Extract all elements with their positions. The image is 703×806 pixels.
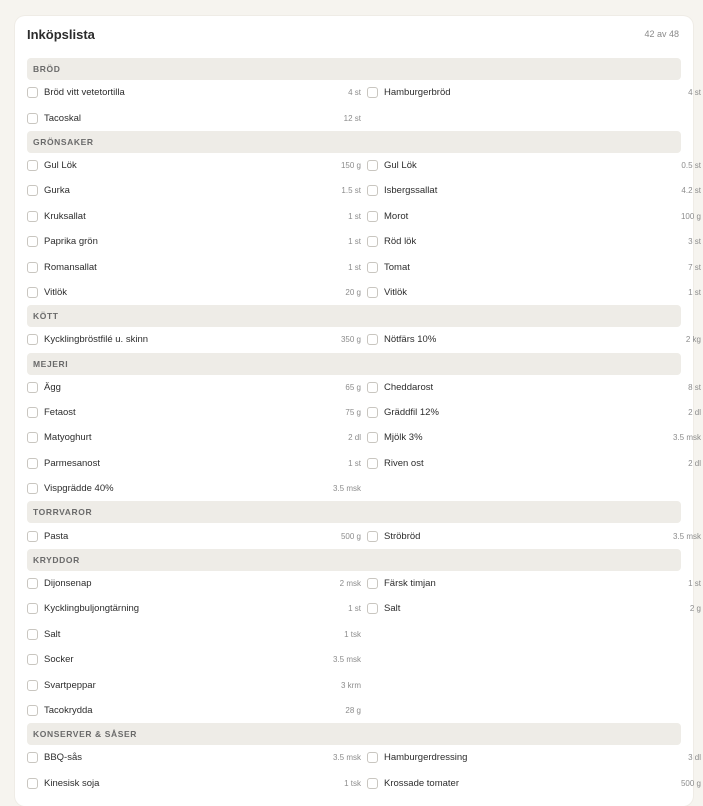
- item-quantity: 3.5 msk: [332, 753, 361, 763]
- item-name: Krossade tomater: [384, 777, 459, 789]
- item-name: BBQ-sås: [44, 752, 83, 764]
- empty-cell: [367, 622, 703, 647]
- item-name: Ströbröd: [384, 530, 421, 542]
- list-header: [15, 16, 693, 58]
- item-name: Kinesisk soja: [44, 777, 100, 789]
- list-item[interactable]: [27, 523, 363, 548]
- item-quantity: 1 st: [348, 237, 361, 247]
- item-checkbox[interactable]: [27, 407, 38, 418]
- item-quantity: 150 g: [340, 160, 361, 170]
- list-item[interactable]: [27, 80, 363, 105]
- item-name: Mjölk 3%: [384, 432, 423, 444]
- item-checkbox[interactable]: [367, 185, 378, 196]
- list-item[interactable]: [367, 771, 703, 796]
- item-checkbox[interactable]: [27, 778, 38, 789]
- item-checkbox[interactable]: [367, 287, 378, 298]
- item-quantity: 1 st: [348, 262, 361, 272]
- list-item[interactable]: [27, 425, 363, 450]
- item-checkbox[interactable]: [367, 211, 378, 222]
- list-item[interactable]: [27, 375, 363, 400]
- list-item[interactable]: [27, 229, 363, 254]
- item-quantity: 2 kg: [685, 335, 701, 345]
- item-quantity: 1 tsk: [344, 629, 361, 639]
- item-name: Salt: [384, 603, 401, 615]
- item-checkbox[interactable]: [27, 113, 38, 124]
- item-checkbox[interactable]: [367, 407, 378, 418]
- list-item[interactable]: [367, 254, 703, 279]
- section-items-grid: [27, 375, 701, 502]
- list-item[interactable]: [27, 400, 363, 425]
- item-name: Matyoghurt: [44, 432, 92, 444]
- item-name: Färsk timjan: [384, 578, 436, 590]
- shopping-list-card: [15, 16, 701, 806]
- item-name: Gul Lök: [44, 159, 77, 171]
- item-quantity: 65 g: [345, 382, 361, 392]
- item-quantity: 1.5 st: [341, 186, 361, 196]
- list-item[interactable]: [27, 178, 363, 203]
- item-checkbox[interactable]: [367, 160, 378, 171]
- item-quantity: 3 krm: [341, 680, 361, 690]
- item-checkbox[interactable]: [27, 334, 38, 345]
- item-checkbox[interactable]: [27, 160, 38, 171]
- item-name: Röd lök: [384, 236, 417, 248]
- section-header-konserver-såser: KONSERVER & SÅSER: [27, 723, 681, 745]
- list-item[interactable]: [27, 571, 363, 596]
- item-checkbox[interactable]: [27, 654, 38, 665]
- item-quantity: 2 dl: [688, 408, 701, 418]
- item-name: Gräddfil 12%: [384, 407, 439, 419]
- item-checkbox[interactable]: [367, 531, 378, 542]
- list-item[interactable]: [27, 254, 363, 279]
- item-name: Nötfärs 10%: [384, 334, 437, 346]
- item-name: Romansallat: [44, 261, 97, 273]
- item-quantity: 1 st: [348, 604, 361, 614]
- list-item[interactable]: [367, 451, 703, 476]
- item-quantity: 2 msk: [339, 579, 361, 589]
- section-header-bröd: BRÖD: [27, 58, 681, 80]
- section-header-torrvaror: TORRVAROR: [27, 501, 681, 523]
- item-quantity: 4.2 st: [681, 186, 701, 196]
- item-quantity: 1 st: [688, 287, 701, 297]
- item-quantity: 0.5 st: [681, 160, 701, 170]
- item-name: Kycklingbuljongtärning: [44, 603, 140, 615]
- item-name: Hamburgerdressing: [384, 752, 468, 764]
- list-item[interactable]: [367, 229, 703, 254]
- list-item[interactable]: [367, 745, 703, 770]
- item-checkbox[interactable]: [367, 236, 378, 247]
- item-checkbox[interactable]: [367, 87, 378, 98]
- item-checkbox[interactable]: [27, 87, 38, 98]
- item-checkbox[interactable]: [27, 432, 38, 443]
- list-item[interactable]: [27, 204, 363, 229]
- list-item[interactable]: [367, 80, 703, 105]
- item-quantity: 75 g: [345, 408, 361, 418]
- item-name: Kycklingbröstfilé u. skinn: [44, 334, 149, 346]
- section-header-grönsaker: GRÖNSAKER: [27, 131, 681, 153]
- section-items-grid: [27, 327, 701, 352]
- list-item[interactable]: [367, 596, 703, 621]
- item-quantity: 500 g: [340, 531, 361, 541]
- item-name: Isbergssallat: [384, 185, 438, 197]
- item-name: Bröd vitt vetetortilla: [44, 87, 125, 99]
- list-item[interactable]: [27, 622, 363, 647]
- item-name: Paprika grön: [44, 236, 98, 248]
- item-checkbox[interactable]: [27, 382, 38, 393]
- section-items-grid: [27, 523, 701, 548]
- list-item[interactable]: [27, 596, 363, 621]
- item-quantity: 3 st: [688, 237, 701, 247]
- item-checkbox[interactable]: [27, 705, 38, 716]
- item-count: 42 av 48: [644, 29, 679, 39]
- item-quantity: 3.5 msk: [332, 484, 361, 494]
- item-checkbox[interactable]: [27, 458, 38, 469]
- item-name: Gul Lök: [384, 159, 417, 171]
- item-quantity: 28 g: [345, 706, 361, 715]
- item-name: Vitlök: [384, 286, 408, 298]
- item-checkbox[interactable]: [27, 262, 38, 273]
- item-name: Fetaost: [44, 407, 76, 419]
- item-checkbox[interactable]: [27, 185, 38, 196]
- item-checkbox[interactable]: [367, 432, 378, 443]
- list-item[interactable]: [27, 698, 363, 723]
- item-quantity: 20 g: [345, 287, 361, 297]
- item-quantity: 4 st: [348, 88, 361, 98]
- section-items-grid: [27, 80, 701, 131]
- item-quantity: 500 g: [680, 778, 701, 788]
- section-items-grid: [27, 571, 701, 723]
- item-name: Tacokrydda: [44, 705, 93, 716]
- empty-cell: [367, 672, 703, 697]
- list-item[interactable]: [27, 153, 363, 178]
- item-quantity: 1 st: [348, 458, 361, 468]
- item-name: Dijonsenap: [44, 578, 92, 590]
- empty-cell: [367, 647, 703, 672]
- item-name: Vispgrädde 40%: [44, 483, 114, 495]
- item-name: Parmesanost: [44, 457, 100, 469]
- list-item[interactable]: [367, 327, 703, 352]
- item-quantity: 3.5 msk: [672, 531, 701, 541]
- page-title: Inköpslista: [27, 27, 95, 42]
- section-items-grid: [27, 153, 701, 305]
- item-quantity: 1 st: [348, 211, 361, 221]
- item-quantity: 1 tsk: [344, 778, 361, 788]
- list-item[interactable]: [27, 451, 363, 476]
- item-name: Hamburgerbröd: [384, 87, 451, 99]
- item-quantity: 350 g: [340, 335, 361, 345]
- section-items-grid: [27, 745, 701, 796]
- item-name: Riven ost: [384, 457, 424, 469]
- list-item[interactable]: [367, 400, 703, 425]
- item-checkbox[interactable]: [27, 287, 38, 298]
- list-item[interactable]: [27, 105, 363, 130]
- item-checkbox[interactable]: [367, 262, 378, 273]
- item-checkbox[interactable]: [27, 483, 38, 494]
- item-quantity: 8 st: [688, 382, 701, 392]
- list-item[interactable]: [27, 327, 363, 352]
- item-checkbox[interactable]: [367, 603, 378, 614]
- item-name: Socker: [44, 654, 74, 666]
- item-name: Vitlök: [44, 286, 68, 298]
- item-quantity: 2 dl: [688, 458, 701, 468]
- list-item[interactable]: [367, 523, 703, 548]
- list-item[interactable]: [367, 571, 703, 596]
- item-name: Gurka: [44, 185, 70, 197]
- section-header-kryddor: KRYDDOR: [27, 549, 681, 571]
- item-name: Pasta: [44, 530, 69, 542]
- item-quantity: 3.5 msk: [672, 433, 701, 443]
- item-checkbox[interactable]: [27, 236, 38, 247]
- item-checkbox[interactable]: [367, 334, 378, 345]
- item-name: Morot: [384, 210, 409, 222]
- item-quantity: 4 st: [688, 88, 701, 98]
- item-name: Ägg: [44, 381, 61, 393]
- list-item[interactable]: [27, 745, 363, 770]
- list-item[interactable]: [367, 375, 703, 400]
- item-quantity: 1 st: [688, 579, 701, 589]
- list-item[interactable]: [27, 280, 363, 305]
- section-header-kött: KÖTT: [27, 305, 681, 327]
- item-name: Tacoskal: [44, 112, 81, 124]
- item-quantity: 3 dl: [688, 753, 701, 763]
- item-name: Kruksallat: [44, 210, 86, 222]
- item-quantity: 3.5 msk: [332, 655, 361, 665]
- item-quantity: 12 st: [343, 113, 361, 123]
- item-quantity: 2 dl: [348, 433, 361, 443]
- item-checkbox[interactable]: [27, 211, 38, 222]
- item-checkbox[interactable]: [367, 458, 378, 469]
- item-checkbox[interactable]: [27, 578, 38, 589]
- section-header-mejeri: MEJERI: [27, 353, 681, 375]
- list-item[interactable]: [367, 153, 703, 178]
- list-item[interactable]: [367, 425, 703, 450]
- list-item[interactable]: [27, 771, 363, 796]
- list-item[interactable]: [27, 476, 363, 501]
- item-checkbox[interactable]: [27, 680, 38, 691]
- list-item[interactable]: [367, 204, 703, 229]
- list-item[interactable]: [27, 647, 363, 672]
- item-checkbox[interactable]: [367, 778, 378, 789]
- list-item[interactable]: [27, 672, 363, 697]
- list-item[interactable]: [367, 178, 703, 203]
- item-name: Cheddarost: [384, 381, 434, 393]
- list-item[interactable]: [367, 280, 703, 305]
- item-checkbox[interactable]: [367, 578, 378, 589]
- item-checkbox[interactable]: [367, 382, 378, 393]
- item-quantity: 100 g: [680, 211, 701, 221]
- item-checkbox[interactable]: [27, 629, 38, 640]
- item-checkbox[interactable]: [27, 752, 38, 763]
- item-checkbox[interactable]: [27, 603, 38, 614]
- item-quantity: 2 g: [689, 604, 701, 614]
- item-checkbox[interactable]: [367, 752, 378, 763]
- sections-container: [15, 58, 701, 796]
- item-name: Tomat: [384, 261, 410, 273]
- item-quantity: 7 st: [688, 262, 701, 272]
- empty-cell: [367, 698, 703, 723]
- item-checkbox[interactable]: [27, 531, 38, 542]
- item-name: Salt: [44, 628, 61, 640]
- item-name: Svartpeppar: [44, 679, 96, 691]
